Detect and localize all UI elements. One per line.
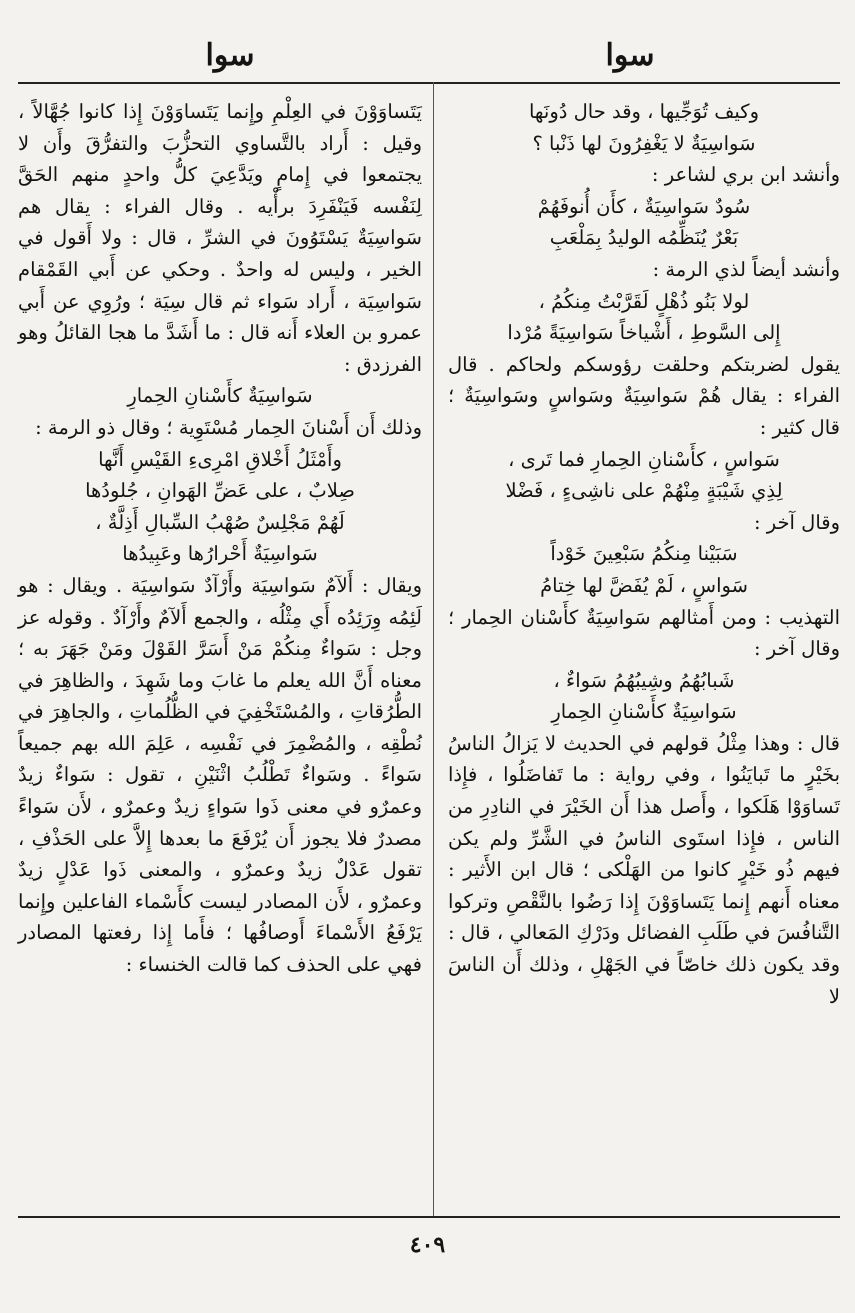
left-header-title: سوا [205,38,255,73]
paragraph: يَتَساوَوْنَ في العِلْمِ وإِنما يَتَساوَوْنَ إِذا كانوا جُهَّالاً ، وقيل : أَراد بالتَّساوي التحزُّبَ والتفرُّقَ وأَن لا يجتمعوا في إِمامٍ ويَدَّعِيَ كلُّ واحدٍ منهم الحَقَّ لِنَفْسه فَيَنْفَرِدَ برأْيه . وقال الفراء : يقال هم سَواسِيَةٌ يَسْتَوُونَ في الشرِّ ، قال : ولا أَقول في الخير ، وليس له واحدٌ . وحكي عن أَبي القَمْقام سَواسِيَة ، أَراد سَواء ثم قال سِيَة ؛ ورُوِي عن أَبي عمرو بن العلاء أَنه قال : ما أَشَدَّ ما هجا القائلُ وهو الفرزدق : [18,100,422,376]
verse-line: وأَمْثَلُ أَخْلاقِ امْرِىءِ القَيْسِ أَنَّها [98,447,342,471]
verse-line: إِلى السَّوطِ ، أَشْياخاً سَواسِيَةً مُرْدا [507,321,781,345]
verse-line: سَواسِيَةٌ لا يَغْفِرُونَ لها ذَنْبا ؟ [532,131,756,155]
verse-line: سَبَيْنا مِنكُمُ سَبْعِينَ خَوْداً [550,542,738,566]
verse-line: بَعْرٌ يُنَظِّمُه الوليدُ بِمَلْعَبِ [549,226,739,250]
verse-line: شَبابُهُمُ وشِيبُهُمُ سَواءٌ ، [553,668,735,692]
verse-line: صِلابٌ ، على عَضِّ الهَوانِ ، جُلودُها [85,479,355,503]
verse-line: سَواسِيَةٌ أَحْرارُها وعَبِيدُها [122,542,318,566]
verse-line: لَهُمْ مَجْلِسٌ صُهْبُ السِّبالِ أَذِلَّةٌ ، [95,510,345,534]
citation-label: وقال آخر : [753,510,840,534]
top-rule [18,82,840,84]
citation-label: وأنشد أيضاً لذي الرمة : [652,257,840,281]
paragraph: قال : وهذا مِثْلُ قولهم في الحديث لا يَزالُ الناسُ بخَيْرٍ ما تَبايَنُوا ، وفي رواية : ما تَفاضَلُوا ، فإِذا تَساوَوْا هَلَكوا ، وأَصل هذا أَن الخَيْرَ في النادِرِ من الناس ، فإِذا استَوى الناسُ في الشَّرِّ ولم يكن فيهم ذُو خَيْرٍ كانوا من الهَلْكى ؛ قال ابن الأَثير : معناه أَنهم إِنما يَتَساوَوْنَ إِذا رَضُوا بالنَّقْصِ وتركوا التَّنافُسَ في طَلَبِ الفضائل ودَرْكِ المَعالي ، قال : وقد يكون ذلك خاصّاً في الجَهْلِ ، وذلك أَن الناسَ لا [448,731,840,1008]
verse-line: سَواسِيَةٌ كأَسْنانِ الحِمارِ [551,700,737,724]
paragraph: يقول لضربتكم وحلقت رؤوسكم ولحاكم . قال الفراء : يقال هُمْ سَواسِيَةٌ وسَواسٍ وسَواسِيَةٌ ؛ قال كثير : [448,352,840,439]
paragraph: ويقال : أَلآمٌ سَواسِيَة وأَرْآدٌ سَواسِيَة . ويقال : هو لَئِمُه وِرَئِدُه أَي مِثْلُه ، والجمع أَلآمٌ وأَرْآدٌ . وقوله عز وجل : سَواءٌ مِنكُمْ مَنْ أَسَرَّ القَوْلَ ومَنْ جَهَرَ به ؛ معناه أَنَّ الله يعلم ما غابَ وما شَهِدَ ، والظاهِرَ في الطُّرُقاتِ ، والمُسْتَخْفِيَ في الظُّلُماتِ ، والجاهِرَ في نُطْقِه ، والمُضْمِرَ في نَفْسِه ، عَلِمَ الله بهم جميعاً سَواءً . وسَواءٌ تَطْلُبُ اثْنَيْنِ ، تقول : سَواءٌ زيدٌ وعمرٌو في معنى ذَوا سَواءٍ زيدٌ وعمرٌو ، لأَن سَواءً مصدرٌ فلا يجوز أَن يُرْفَعَ ما بعدها إِلاَّ على الحَذْفِ ، تقول عَدْلٌ زيدٌ وعمرٌو ، والمعنى ذَوا عَدْلٍ زيدٌ وعمرٌو ، لأَن المصادر ليست كأَسْماء الفاعلين وإِنما يَرْفَعُ الأَسْماءَ أَوصافُها ؛ فأَما إِذا رفعتها المصادر فهي على الحذف كما قالت الخنساء : [18,573,422,977]
paragraph: التهذيب : ومن أَمثالهم سَواسِيَةٌ كأَسْنان الحِمار ؛ وقال آخر : [448,605,840,661]
right-header-title: سوا [605,38,655,73]
bottom-rule [18,1216,840,1218]
verse-line: سَواسِيَةٌ كأَسْنانِ الحِمارِ [127,384,313,408]
verse-line: سُودٌ سَواسِيَةٌ ، كأَن أُنوفَهُمْ [537,194,751,218]
citation-label: وأنشد ابن بري لشاعر : [651,163,840,187]
paragraph: وذلك أَن أَسْنانَ الحِمار مُسْتَوِية ؛ وقال ذو الرمة : [35,415,422,439]
verse-line: سَواسٍ ، لَمْ يُفَضَّ لها خِتامُ [540,573,748,597]
right-column [448,96,840,1012]
verse-line: سَواسٍ ، كأَسْنانِ الحِمارِ فما تَرى ، [508,447,780,471]
verse-line: وكيف تُوَجِّيها ، وقد حال دُونَها [528,100,760,123]
verse-line: لِذِي شَيْبَةٍ مِنْهُمْ على ناشِىءٍ ، فَضْلا [505,479,783,503]
page-number: ٤٠٩ [409,1232,446,1258]
left-column [18,96,422,981]
column-divider [433,82,434,1216]
verse-line: لولا بَنُو ذُهْلٍ لَقَرَّبْتُ مِنكُمُ ، [538,289,750,313]
